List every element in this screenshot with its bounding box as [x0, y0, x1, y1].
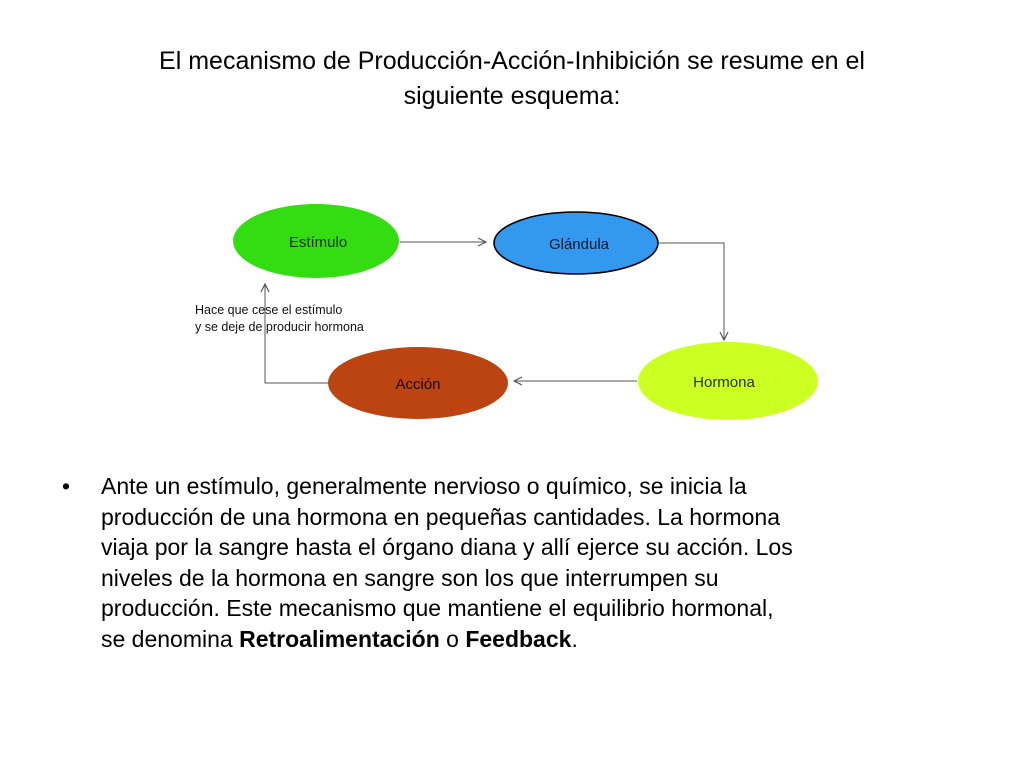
term-retroalimentacion: Retroalimentación	[239, 625, 440, 652]
arrow-glandula-to-hormona	[659, 243, 724, 340]
note-line-2: y se deje de producir hormona	[195, 320, 364, 334]
node-estimulo	[233, 204, 399, 278]
bullet-line-1: Ante un estímulo, generalmente nervioso o químico, se inicia la	[101, 473, 747, 499]
node-glandula	[494, 212, 658, 274]
hormona-label: Hormona	[693, 374, 755, 391]
bullet-end: .	[571, 625, 578, 652]
glandula-label: Glándula	[548, 236, 610, 253]
note-line-1: Hace que cese el estímulo	[195, 303, 343, 317]
bullet-body	[101, 471, 962, 654]
bullet-line-2: producción de una hormona en pequeñas cantidades. La hormona	[101, 503, 780, 530]
bullet-line-6-prefix: se denomina	[101, 625, 240, 652]
bullet-joiner: o	[439, 625, 466, 652]
bullet-line-6	[101, 624, 962, 655]
bullet-mark: •	[62, 473, 71, 499]
accion-label: Acción	[395, 376, 441, 393]
title-line-1: El mecanismo de Producción-Acción-Inhibición se resume en el	[159, 47, 865, 75]
node-hormona	[638, 342, 818, 420]
title-line-2: siguiente esquema:	[403, 82, 621, 110]
bullet-line-5: producción. Este mecanismo que mantiene el equilibrio hormonal,	[101, 595, 774, 621]
estimulo-label: Estímulo	[288, 234, 348, 251]
bullet-line-3: viaja por la sangre hasta el órgano diana y allí ejerce su acción. Los	[101, 534, 793, 560]
node-accion	[328, 347, 508, 419]
term-feedback: Feedback	[465, 625, 572, 652]
bullet-line-4: niveles de la hormona en sangre son los que interrumpen su	[101, 564, 719, 591]
bullet-paragraph	[62, 471, 962, 654]
feedback-note	[195, 303, 364, 334]
